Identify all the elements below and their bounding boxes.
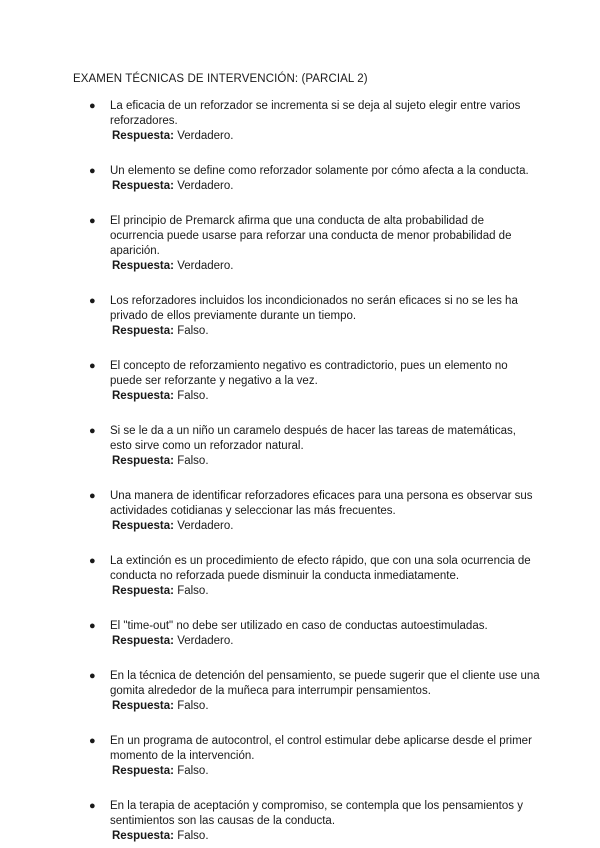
question-text: El "time-out" no debe ser utilizado en caso de conductas autoestimuladas. [110, 620, 488, 632]
answer-line [110, 389, 540, 404]
question-text: Una manera de identificar reforzadores eficaces para una persona es observar sus actividades cotidianas y seleccionar las más frecuentes. [110, 490, 533, 517]
answer-line [110, 764, 540, 779]
answer-value: Falso. [177, 325, 209, 337]
answer-line [110, 454, 540, 469]
bullet-icon: ● [89, 670, 96, 682]
answer-value: Falso. [177, 700, 209, 712]
answer-line [110, 259, 540, 274]
question-text: La extinción es un procedimiento de efecto rápido, que con una sola ocurrencia de conducta no reforzada puede disminuir la conducta inmediatamente. [110, 555, 531, 582]
answer-value: Verdadero. [177, 520, 234, 532]
question-list [73, 99, 540, 844]
answer-label: Respuesta: [112, 390, 174, 402]
answer-line [110, 699, 540, 714]
question-item [73, 799, 540, 844]
bullet-icon: ● [89, 295, 96, 307]
question-item [73, 424, 540, 469]
question-text: Un elemento se define como reforzador solamente por cómo afecta a la conducta. [110, 165, 529, 177]
answer-value: Falso. [177, 765, 209, 777]
answer-line [110, 634, 540, 649]
answer-value: Falso. [177, 455, 209, 467]
document-title: EXAMEN TÉCNICAS DE INTERVENCIÓN: (PARCIAL 2) [73, 73, 368, 85]
answer-value: Verdadero. [177, 260, 234, 272]
answer-value: Falso. [177, 830, 209, 842]
question-item [73, 669, 540, 714]
question-item [73, 554, 540, 599]
answer-value: Falso. [177, 585, 209, 597]
answer-line [110, 584, 540, 599]
question-text: En un programa de autocontrol, el control estimular debe aplicarse desde el primer momento de la intervención. [110, 735, 532, 762]
question-item [73, 99, 540, 144]
answer-value: Verdadero. [177, 635, 234, 647]
answer-line [110, 324, 540, 339]
question-item [73, 214, 540, 274]
answer-value: Verdadero. [177, 130, 234, 142]
answer-label: Respuesta: [112, 260, 174, 272]
question-text: Si se le da a un niño un caramelo después de hacer las tareas de matemáticas, esto sirve como un reforzador natural. [110, 425, 516, 452]
question-text: En la terapia de aceptación y compromiso, se contempla que los pensamientos y sentimientos son las causas de la conducta. [110, 800, 523, 827]
answer-label: Respuesta: [112, 765, 174, 777]
question-text: En la técnica de detención del pensamiento, se puede sugerir que el cliente use una gomita alrededor de la muñeca para interrumpir pensamientos. [110, 670, 540, 697]
bullet-icon: ● [89, 620, 96, 632]
question-text: Los reforzadores incluidos los incondicionados no serán eficaces si no se les ha privado de ellos previamente durante un tiempo. [110, 295, 518, 322]
bullet-icon: ● [89, 555, 96, 567]
answer-label: Respuesta: [112, 325, 174, 337]
answer-label: Respuesta: [112, 130, 174, 142]
bullet-icon: ● [89, 800, 96, 812]
answer-value: Falso. [177, 390, 209, 402]
answer-label: Respuesta: [112, 520, 174, 532]
answer-line [110, 179, 540, 194]
answer-line [110, 129, 540, 144]
question-item [73, 359, 540, 404]
question-text: La eficacia de un reforzador se incrementa si se deja al sujeto elegir entre varios reforzadores. [110, 100, 521, 127]
question-item [73, 164, 540, 194]
question-item [73, 619, 540, 649]
bullet-icon: ● [89, 215, 96, 227]
answer-line [110, 829, 540, 844]
question-text: El concepto de reforzamiento negativo es contradictorio, pues un elemento no puede ser reforzante y negativo a la vez. [110, 360, 508, 387]
bullet-icon: ● [89, 360, 96, 372]
question-item [73, 294, 540, 339]
answer-label: Respuesta: [112, 700, 174, 712]
bullet-icon: ● [89, 165, 96, 177]
answer-label: Respuesta: [112, 585, 174, 597]
answer-label: Respuesta: [112, 180, 174, 192]
bullet-icon: ● [89, 490, 96, 502]
bullet-icon: ● [89, 425, 96, 437]
answer-line [110, 519, 540, 534]
answer-label: Respuesta: [112, 455, 174, 467]
bullet-icon: ● [89, 735, 96, 747]
answer-value: Verdadero. [177, 180, 234, 192]
bullet-icon: ● [89, 100, 96, 112]
question-text: El principio de Premarck afirma que una conducta de alta probabilidad de ocurrencia puede usarse para reforzar una conducta de menor probabilidad de aparición. [110, 215, 512, 257]
answer-label: Respuesta: [112, 635, 174, 647]
answer-label: Respuesta: [112, 830, 174, 842]
question-item [73, 734, 540, 779]
question-item [73, 489, 540, 534]
